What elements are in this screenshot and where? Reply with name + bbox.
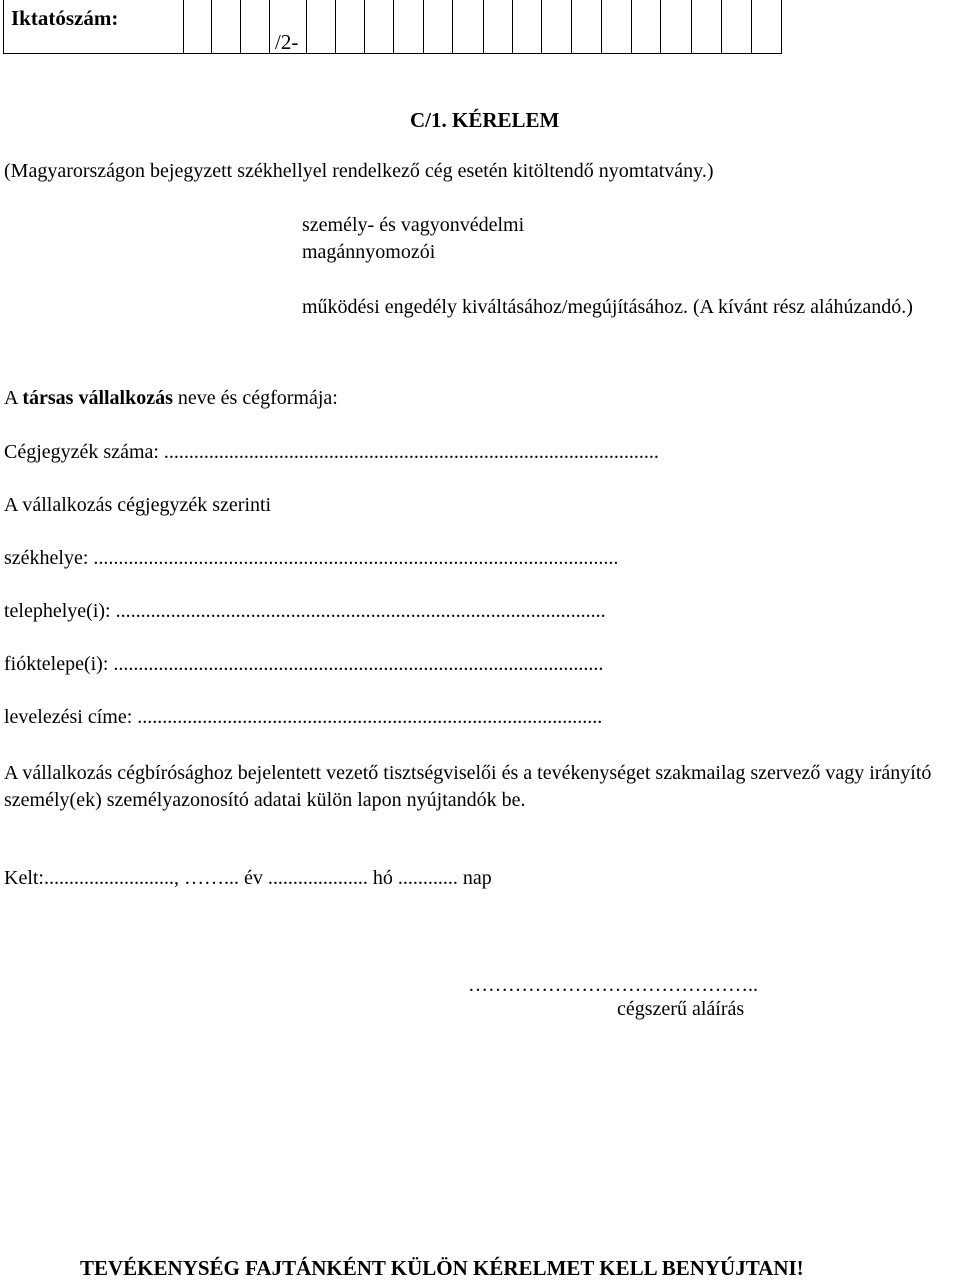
footer-notice: TEVÉKENYSÉG FAJTÁNKÉNT KÜLÖN KÉRELMET KELL BENYÚJTANI! [80,1256,804,1280]
signature-line[interactable]: …………………………………….. [468,974,758,996]
signature-label: cégszerű aláírás [617,998,745,1020]
registration-cell-divider [393,0,394,53]
registration-number-box [3,0,782,54]
company-name-label [4,387,338,410]
registration-cell-divider [483,0,484,53]
company-name-label-emphasis: társas vállalkozás [22,387,173,409]
registration-cell-divider [306,0,307,53]
registration-cell-divider [541,0,542,53]
company-name-label-prefix: A [4,387,23,409]
registration-label: Iktatószám: [11,6,119,30]
address-intro: A vállalkozás cégjegyzék szerinti [4,494,272,516]
registration-cell-divider [691,0,692,53]
registry-number-field[interactable]: Cégjegyzék száma: ................................................................................................... [4,441,659,463]
registration-cell-divider [512,0,513,53]
mailing-address-field[interactable]: levelezési címe: ............................................................................................. [4,706,603,728]
seat-field[interactable]: székhelye: ......................................................................................................... [4,547,619,569]
officers-note: A vállalkozás cégbírósághoz bejelentett vezető tisztségviselői és a tevékenységet szakmailag szervező vagy irányító személy(ek) személyazonosító adatai külön lapon nyújtandók be. [4,762,932,811]
company-name-label-suffix: neve és cégformája: [172,387,338,409]
registration-suffix: /2- [275,30,299,54]
form-subtitle: (Magyarországon bejegyzett székhellyel rendelkező cég esetén kitöltendő nyomtatvány.) [4,160,714,182]
registration-cell-divider [183,0,184,53]
registration-cell-divider [601,0,602,53]
registration-cell-divider [335,0,336,53]
date-line[interactable]: Kelt:.........................., ……... év .................... hó ............ nap [4,867,492,889]
registration-cell-divider [660,0,661,53]
site-field[interactable]: telephelye(i): .................................................................................................. [4,600,606,622]
registration-cell-divider [211,0,212,53]
permit-type-line-2: magánnyomozói [302,241,436,263]
registration-cell-divider [751,0,752,53]
registration-cell-divider [452,0,453,53]
branch-field[interactable]: fióktelepe(i): .................................................................................................. [4,653,604,675]
registration-cell-divider [364,0,365,53]
permit-type-line-1: személy- és vagyonvédelmi [302,214,525,236]
permit-purpose: működési engedély kiváltásához/megújításához. (A kívánt rész aláhúzandó.) [302,296,913,318]
registration-cell-divider [269,0,270,53]
registration-cell-divider [423,0,424,53]
registration-cell-divider [571,0,572,53]
registration-cell-divider [721,0,722,53]
registration-cell-divider [240,0,241,53]
registration-cell-divider [631,0,632,53]
form-title: C/1. KÉRELEM [410,108,560,132]
